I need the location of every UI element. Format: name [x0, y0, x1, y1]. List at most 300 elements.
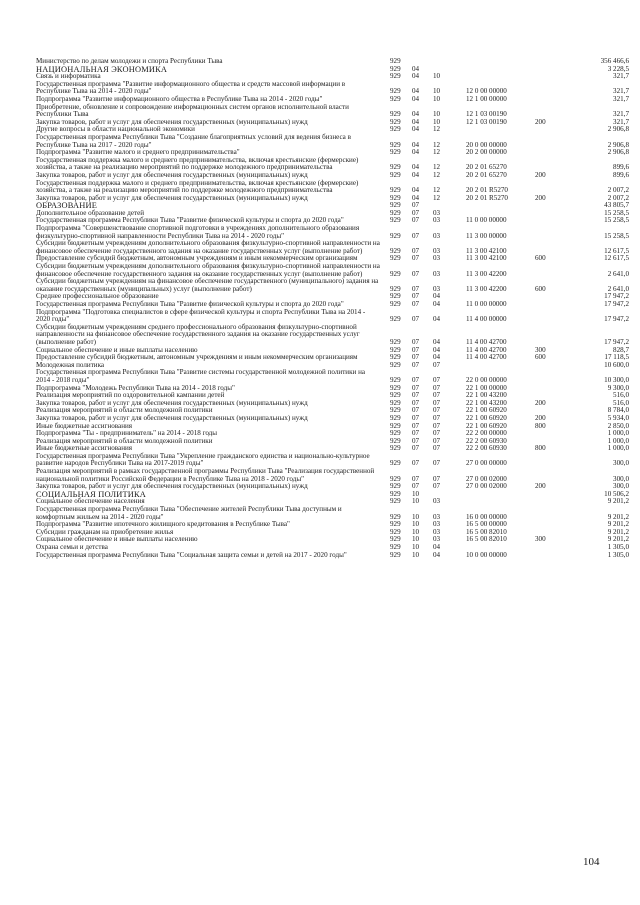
amount-cell: 1 305,0: [607, 543, 629, 551]
section-code-cell: 07: [412, 353, 420, 362]
section-code-cell: 04: [412, 87, 420, 96]
ministry-code-cell: 929: [390, 375, 401, 384]
target-article-cell: 22 1 00 43200: [466, 391, 507, 400]
ministry-code-cell: 929: [390, 201, 401, 210]
row-name-cell: Закупка товаров, работ и услуг для обеспечения государственных (муниципальных) нужд: [36, 170, 308, 179]
table-row: [36, 134, 629, 149]
section-code-cell: 07: [412, 421, 420, 430]
ministry-code-cell: 929: [390, 406, 401, 415]
amount-cell: 9 300,0: [607, 383, 629, 392]
table-row: [36, 157, 629, 172]
row-name-cell: Подпрограмма "Совершенствование спортивной подготовки в учреждениях дополнительного образования физкультурно-спортивной направленности Республики Тыва на 2014 - 2020 годы": [36, 224, 360, 240]
subsection-code-cell: [433, 58, 456, 66]
row-name-cell: Государственная программа Республики Тыва "Развитие физической культуры и спорта до 2020 года": [36, 216, 344, 225]
row-name-cell: Другие вопросы в области национальной экономики: [36, 125, 195, 134]
amount-cell: 899,6: [613, 170, 629, 179]
target-article-cell: [456, 58, 535, 66]
subsection-code-cell: 10: [433, 87, 441, 96]
row-name-cell: Субсидии бюджетным учреждениям дополнительного образования физкультурно-спортивной направленности на финансовое обеспечение государственного задания на оказание государственных услуг (выполнение работ): [36, 262, 380, 278]
table-row: [36, 66, 629, 74]
ministry-code-cell: 929: [390, 527, 401, 536]
amount-cell: 15 258,5: [604, 216, 629, 225]
section-code-cell: 07: [412, 413, 420, 422]
ministry-code-cell: 929: [390, 269, 401, 278]
section-code-cell: 07: [412, 444, 420, 453]
expense-type-cell: [535, 453, 572, 468]
subsection-code-cell: 10: [433, 110, 441, 119]
target-article-cell: 22 2 00 60930: [466, 436, 507, 445]
row-name-cell: Государственная программа Республики Тыва "Создание благоприятных условий для ведения бизнеса в Республике Тыва на 2017 - 2020 годы": [36, 132, 351, 149]
target-article-cell: 22 1 00 00000: [466, 383, 507, 392]
subsection-code-cell: 04: [433, 550, 441, 559]
expense-type-cell: 200: [535, 413, 546, 422]
expense-type-cell: 800: [535, 421, 546, 430]
target-article-cell: 12 1 00 00000: [466, 94, 507, 103]
subsection-code-cell: 04: [433, 315, 441, 324]
expense-type-cell: [535, 293, 572, 301]
amount-cell: 899,6: [613, 163, 629, 172]
amount-cell: 321,7: [613, 117, 629, 126]
expense-type-cell: [535, 66, 572, 74]
target-article-cell: 22 1 00 60920: [466, 421, 507, 430]
subsection-code-cell: 07: [433, 375, 441, 384]
row-name-cell: Предоставление субсидий бюджетным, автономным учреждениям и иным некоммерческим организациям: [36, 353, 358, 362]
section-code-cell: 10: [412, 527, 420, 536]
amount-cell: 2 641,0: [607, 284, 629, 293]
section-code-cell: 04: [412, 64, 420, 73]
row-name-cell: Закупка товаров, работ и услуг для обеспечения государственных (муниципальных) нужд: [36, 398, 308, 407]
target-article-cell: 16 5 00 82010: [466, 535, 507, 544]
subsection-code-cell: 12: [433, 193, 441, 202]
row-name-cell: Иные бюджетные ассигнования: [36, 421, 133, 430]
subsection-code-cell: 04: [433, 543, 441, 551]
ministry-code-cell: 929: [390, 413, 401, 422]
amount-cell: 321,7: [613, 72, 629, 81]
ministry-code-cell: 929: [390, 110, 401, 119]
ministry-code-cell: 929: [390, 140, 401, 149]
expense-type-cell: [535, 73, 572, 81]
target-article-cell: 22 2 00 60930: [466, 444, 507, 453]
row-name-cell: Министерство по делам молодежи и спорта Республики Тыва: [36, 57, 223, 65]
row-name-cell: Приобретение, обновление и сопровождение информационных систем органов исполнительной власти Республики Тыва: [36, 102, 349, 119]
row-name-cell: ОБРАЗОВАНИЕ: [36, 201, 98, 211]
amount-cell: 2 641,0: [607, 269, 629, 278]
target-article-cell: 20 2 01 65270: [466, 163, 507, 172]
target-article-cell: 22 2 00 00000: [466, 429, 507, 438]
section-code-cell: 04: [412, 94, 420, 103]
row-name-cell: Реализация мероприятий в области молодежной политики: [36, 436, 213, 445]
subsection-code-cell: 12: [433, 125, 441, 134]
target-article-cell: 11 3 00 42200: [466, 284, 507, 293]
ministry-code-cell: 929: [390, 231, 401, 240]
subsection-code-cell: 03: [433, 216, 441, 225]
expense-type-cell: [535, 180, 572, 195]
ministry-code-cell: 929: [390, 163, 401, 172]
section-code-cell: 04: [412, 140, 420, 149]
table-row: [36, 240, 629, 255]
ministry-code-cell: 929: [390, 497, 401, 506]
section-code-cell: 10: [412, 497, 420, 506]
section-code-cell: 04: [412, 193, 420, 202]
amount-cell: 2 007,2: [607, 193, 629, 202]
ministry-code-cell: 929: [390, 284, 401, 293]
ministry-code-cell: 929: [390, 94, 401, 103]
expense-type-cell: [535, 362, 572, 370]
expense-type-cell: 300: [535, 345, 546, 354]
ministry-code-cell: 929: [390, 383, 401, 392]
amount-cell: 5 934,0: [607, 413, 629, 422]
amount-cell: 2 007,2: [607, 186, 629, 195]
target-article-cell: 27 0 00 00000: [466, 459, 507, 468]
subsection-code-cell: 07: [433, 436, 441, 445]
expense-type-cell: [535, 552, 572, 560]
section-code-cell: 10: [412, 489, 420, 498]
budget-table-body: [36, 58, 629, 559]
expense-type-cell: [535, 157, 572, 172]
row-name-cell: Государственная программа Республики Тыва "Социальная защита семьи и детей на 2017 - 2020 годы": [36, 550, 347, 559]
ministry-code-cell: 929: [390, 489, 401, 498]
table-row: [36, 263, 629, 278]
ministry-code-cell: 929: [390, 148, 401, 157]
subsection-code-cell: 12: [433, 140, 441, 149]
table-row: [36, 369, 629, 384]
row-name-cell: НАЦИОНАЛЬНАЯ ЭКОНОМИКА: [36, 64, 168, 74]
amount-cell: 2 906,8: [607, 148, 629, 157]
amount-cell: 300,0: [613, 482, 629, 491]
row-name-cell: Дополнительное образование детей: [36, 208, 145, 217]
ministry-code-cell: 929: [390, 125, 401, 134]
section-code-cell: 10: [412, 512, 420, 521]
target-article-cell: 12 1 03 00190: [466, 110, 507, 119]
row-name-cell: Государственная программа Республики Тыва "Развитие физической культуры и спорта до 2020 года": [36, 300, 344, 308]
row-name-cell: Субсидии гражданам на приобретение жилья: [36, 527, 174, 536]
row-name-cell: Государственная программа Республики Тыва "Обеспечение жителей Республики Тыва доступным и комфортным жильем на 2014 - 2020 годы": [36, 505, 342, 521]
table-row: [36, 324, 629, 347]
ministry-code-cell: 929: [390, 254, 401, 263]
expense-type-cell: [535, 544, 572, 552]
amount-cell: 9 201,2: [607, 512, 629, 521]
ministry-code-cell: 929: [390, 436, 401, 445]
subsection-code-cell: 07: [433, 413, 441, 422]
subsection-code-cell: 07: [433, 360, 441, 369]
page-number: 104: [583, 856, 600, 868]
row-name-cell: Социальное обеспечение и иные выплаты населению: [36, 345, 198, 354]
subsection-code-cell: 07: [433, 474, 441, 483]
amount-cell: 12 617,5: [604, 254, 629, 263]
row-name-cell: Подпрограмма "Развитие ипотечного жилищного кредитования в Республике Тыва": [36, 520, 290, 529]
ministry-code-cell: 929: [390, 315, 401, 324]
target-article-cell: 11 0 00 00000: [466, 216, 507, 225]
section-code-cell: 07: [412, 300, 420, 308]
subsection-code-cell: 03: [433, 246, 441, 255]
subsection-code-cell: 10: [433, 94, 441, 103]
section-code-cell: 07: [412, 383, 420, 392]
section-code-cell: 07: [412, 436, 420, 445]
target-article-cell: [456, 73, 535, 81]
section-code-cell: 07: [412, 391, 420, 400]
table-row: [36, 180, 629, 195]
ministry-code-cell: 929: [390, 292, 401, 301]
subsection-code-cell: 07: [433, 459, 441, 468]
expense-type-cell: [535, 210, 572, 218]
row-name-cell: Закупка товаров, работ и услуг для обеспечения государственных (муниципальных) нужд: [36, 193, 308, 202]
ministry-code-cell: 929: [390, 337, 401, 346]
ministry-code-cell: 929: [390, 72, 401, 81]
target-article-cell: 22 1 00 43200: [466, 398, 507, 407]
subsection-code-cell: 03: [433, 512, 441, 521]
target-article-cell: 12 1 03 00190: [466, 117, 507, 126]
subsection-code-cell: 12: [433, 186, 441, 195]
expense-type-cell: 200: [535, 117, 546, 126]
subsection-code-cell: 03: [433, 269, 441, 278]
section-code-cell: 07: [412, 459, 420, 468]
ministry-code-cell: 929: [390, 459, 401, 468]
row-name-cell: Государственная программа "Развитие информационного общества и средств массовой информации в Республике Тыва на 2014 - 2020 годы": [36, 79, 346, 96]
section-code-cell: 07: [412, 284, 420, 293]
target-article-cell: 27 0 00 02000: [466, 474, 507, 483]
subsection-code-cell: 07: [433, 383, 441, 392]
row-name-cell: Социальное обеспечение и иные выплаты населению: [36, 535, 198, 544]
amount-cell: 15 258,5: [604, 231, 629, 240]
expense-type-cell: 600: [535, 353, 546, 362]
expense-type-cell: 300: [535, 535, 546, 544]
target-article-cell: 20 0 00 00000: [466, 140, 507, 149]
expense-type-cell: [535, 369, 572, 384]
target-article-cell: [456, 498, 535, 506]
amount-cell: 1 305,0: [607, 550, 629, 559]
row-name-cell: Закупка товаров, работ и услуг для обеспечения государственных (муниципальных) нужд: [36, 413, 308, 422]
row-name-cell: Реализация мероприятий в рамках государственной программы Республики Тыва "Реализация государственной национальной политики Российской Федерации в Республике Тыва на 2018 - 2020 годы": [36, 467, 375, 483]
section-code-cell: 07: [412, 474, 420, 483]
row-name-cell: Государственная поддержка малого и среднего предпринимательства, включая крестьянские (фермерские) хозяйства, а также на реализацию мероприятий по поддержке молодежного предпринимательства: [36, 178, 359, 195]
target-article-cell: 11 4 00 42700: [466, 337, 507, 346]
ministry-code-cell: 929: [390, 550, 401, 559]
section-code-cell: 07: [412, 269, 420, 278]
ministry-code-cell: 929: [390, 444, 401, 453]
section-code-cell: 07: [412, 201, 420, 210]
expense-type-cell: [535, 240, 572, 255]
subsection-code-cell: 03: [433, 208, 441, 217]
section-code-cell: 10: [412, 543, 420, 551]
row-name-cell: Подпрограмма "Молодежь Республики Тыва на 2014 - 2018 годы": [36, 383, 235, 392]
subsection-code-cell: 07: [433, 482, 441, 491]
section-code-cell: 07: [412, 208, 420, 217]
row-name-cell: Подпрограмма "Подготовка специалистов в сфере физической культуры и спорта Республики Тыва на 2014 - 2020 годы": [36, 307, 366, 324]
section-code-cell: 07: [412, 292, 420, 301]
target-article-cell: 22 1 00 60920: [466, 406, 507, 415]
row-name-cell: Подпрограмма "Развитие малого и среднего предпринимательства": [36, 148, 240, 157]
expense-type-cell: [535, 149, 572, 157]
subsection-code-cell: 04: [433, 337, 441, 346]
subsection-code-cell: 10: [433, 117, 441, 126]
amount-cell: 9 201,2: [607, 535, 629, 544]
row-name-cell: Молодежная политика: [36, 360, 105, 369]
subsection-code-cell: 04: [433, 345, 441, 354]
table-row: [36, 195, 629, 203]
expense-type-cell: 200: [535, 193, 546, 202]
amount-cell: 12 617,5: [604, 246, 629, 255]
row-name-cell: Закупка товаров, работ и услуг для обеспечения государственных (муниципальных) нужд: [36, 482, 308, 491]
subsection-code-cell: 12: [433, 148, 441, 157]
section-code-cell: 04: [412, 186, 420, 195]
amount-cell: 300,0: [613, 459, 629, 468]
row-name-cell: Закупка товаров, работ и услуг для обеспечения государственных (муниципальных) нужд: [36, 117, 308, 126]
amount-cell: 9 201,2: [607, 497, 629, 506]
ministry-code-cell: 929: [390, 216, 401, 225]
subsection-code-cell: 07: [433, 406, 441, 415]
amount-cell: 17 947,2: [604, 337, 629, 346]
ministry-code-cell: 929: [390, 193, 401, 202]
ministry-code-cell: 929: [390, 186, 401, 195]
target-article-cell: 20 2 00 00000: [466, 148, 507, 157]
target-article-cell: 22 0 00 00000: [466, 375, 507, 384]
row-name-cell: СОЦИАЛЬНАЯ ПОЛИТИКА: [36, 489, 147, 499]
expense-type-cell: [535, 134, 572, 149]
amount-cell: 15 258,5: [604, 208, 629, 217]
section-code-cell: 04: [412, 163, 420, 172]
expense-type-cell: [535, 225, 572, 240]
target-article-cell: 16 5 00 00000: [466, 520, 507, 529]
expense-type-cell: [535, 324, 572, 347]
section-code-cell: 07: [412, 406, 420, 415]
expense-type-cell: [535, 81, 572, 96]
expense-type-cell: [535, 217, 572, 225]
expense-type-cell: [535, 491, 572, 499]
expense-type-cell: [535, 506, 572, 521]
target-article-cell: [456, 202, 535, 210]
section-code-cell: 07: [412, 345, 420, 354]
row-name-cell: Субсидии бюджетным учреждениям дополнительного образования физкультурно-спортивной направленности на финансовое обеспечение государственного задания на оказание государственных услуг (выполнение работ): [36, 239, 380, 255]
row-name-cell: Социальное обеспечение населения: [36, 497, 145, 506]
subsection-code-cell: 03: [433, 520, 441, 529]
ministry-code-cell: 929: [390, 170, 401, 179]
row-name-cell: Субсидии бюджетным учреждениям на финансовое обеспечение государственного (муниципального) задания на оказание государственных (муниципальных) услуг (выполнение работ): [36, 277, 379, 293]
ministry-code-cell: 929: [390, 300, 401, 308]
amount-cell: 2 906,8: [607, 140, 629, 149]
amount-cell: 516,0: [613, 391, 629, 400]
table-row: [36, 225, 629, 240]
expense-type-cell: [535, 104, 572, 119]
subsection-code-cell: 07: [433, 429, 441, 438]
table-row: [36, 506, 629, 521]
section-code-cell: 07: [412, 337, 420, 346]
target-article-cell: 11 4 00 00000: [466, 315, 507, 324]
section-code-cell: 07: [412, 216, 420, 225]
target-article-cell: 11 3 00 42100: [466, 254, 507, 263]
ministry-code-cell: 929: [390, 117, 401, 126]
ministry-code-cell: 929: [390, 57, 401, 65]
section-code-cell: 07: [412, 429, 420, 438]
ministry-code-cell: 929: [390, 345, 401, 354]
amount-cell: 43 805,7: [604, 201, 629, 210]
ministry-code-cell: 929: [390, 429, 401, 438]
table-row: [36, 309, 629, 324]
expense-type-cell: 200: [535, 398, 546, 407]
expense-type-cell: 600: [535, 254, 546, 263]
amount-cell: 356 466,6: [600, 57, 629, 65]
target-article-cell: 11 4 00 42700: [466, 345, 507, 354]
table-row: [36, 552, 629, 560]
row-name-cell: Подпрограмма "Развитие информационного общества в Республике Тыва на 2014 - 2020 годы": [36, 94, 323, 103]
target-article-cell: 20 2 01 R5270: [466, 193, 508, 202]
expense-type-cell: 200: [535, 482, 546, 491]
amount-cell: 2 906,8: [607, 125, 629, 134]
ministry-code-cell: 929: [390, 398, 401, 407]
subsection-code-cell: 12: [433, 170, 441, 179]
amount-cell: 10 600,0: [604, 360, 629, 369]
target-article-cell: [456, 126, 535, 134]
ministry-code-cell: 929: [390, 64, 401, 73]
ministry-code-cell: 929: [390, 391, 401, 400]
subsection-code-cell: 03: [433, 527, 441, 536]
amount-cell: 321,7: [613, 87, 629, 96]
row-name-cell: Среднее профессиональное образование: [36, 292, 159, 301]
expense-type-cell: 200: [535, 170, 546, 179]
section-code-cell: 07: [412, 398, 420, 407]
table-row: [36, 468, 629, 483]
subsection-code-cell: 07: [433, 398, 441, 407]
row-name-cell: Связь и информатика: [36, 72, 101, 81]
amount-cell: 2 850,0: [607, 421, 629, 430]
row-name-cell: Государственная программа Республики Тыва "Укрепление гражданского единства и национально-культурное развитие народов Республики Тыва на 2017-2019 годы": [36, 451, 370, 468]
section-code-cell: 07: [412, 231, 420, 240]
amount-cell: 321,7: [613, 94, 629, 103]
expense-type-cell: 800: [535, 444, 546, 453]
target-article-cell: 20 2 01 65270: [466, 170, 507, 179]
amount-cell: 321,7: [613, 110, 629, 119]
target-article-cell: [456, 491, 535, 499]
expense-type-cell: [535, 521, 572, 529]
ministry-code-cell: 929: [390, 520, 401, 529]
expense-type-cell: [535, 126, 572, 134]
expense-type-cell: [535, 301, 572, 309]
row-name-cell: Государственная программа Республики Тыва "Развитие системы государственной молодежной политики на 2014 - 2018 годы": [36, 368, 366, 384]
target-article-cell: 11 4 00 42700: [466, 353, 507, 362]
budget-table: [36, 58, 629, 559]
table-row: [36, 453, 629, 468]
amount-cell: 3 228,5: [607, 64, 629, 73]
table-row: [36, 104, 629, 119]
subsection-code-cell: 03: [433, 535, 441, 544]
section-code-cell: 10: [412, 520, 420, 529]
table-row: [36, 536, 629, 544]
subsection-code-cell: 04: [433, 300, 441, 308]
section-code-cell: 07: [412, 360, 420, 369]
ministry-code-cell: 929: [390, 512, 401, 521]
ministry-code-cell: 929: [390, 474, 401, 483]
target-article-cell: [456, 66, 535, 74]
row-name-cell: Реализация мероприятий в области молодежной политики: [36, 406, 213, 415]
table-row: [36, 354, 629, 362]
expense-type-cell: [535, 58, 572, 66]
target-article-cell: 10 0 00 00000: [466, 550, 507, 559]
expense-type-cell: [535, 385, 572, 393]
amount-cell: 17 947,2: [604, 292, 629, 301]
subsection-code-cell: 03: [433, 231, 441, 240]
section-code-cell: 10: [412, 550, 420, 559]
ministry-code-cell: 929: [390, 535, 401, 544]
target-article-cell: 11 0 00 00000: [466, 300, 507, 308]
target-article-cell: 12 0 00 00000: [466, 87, 507, 96]
expense-type-cell: [535, 430, 572, 438]
section-code-cell: 04: [412, 125, 420, 134]
expense-type-cell: [535, 202, 572, 210]
section-code-cell: 07: [412, 375, 420, 384]
section-code-cell: 07: [412, 246, 420, 255]
amount-cell: 9 201,2: [607, 527, 629, 536]
row-name-cell: Охрана семьи и детства: [36, 543, 108, 551]
target-article-cell: 11 3 00 42100: [466, 246, 507, 255]
